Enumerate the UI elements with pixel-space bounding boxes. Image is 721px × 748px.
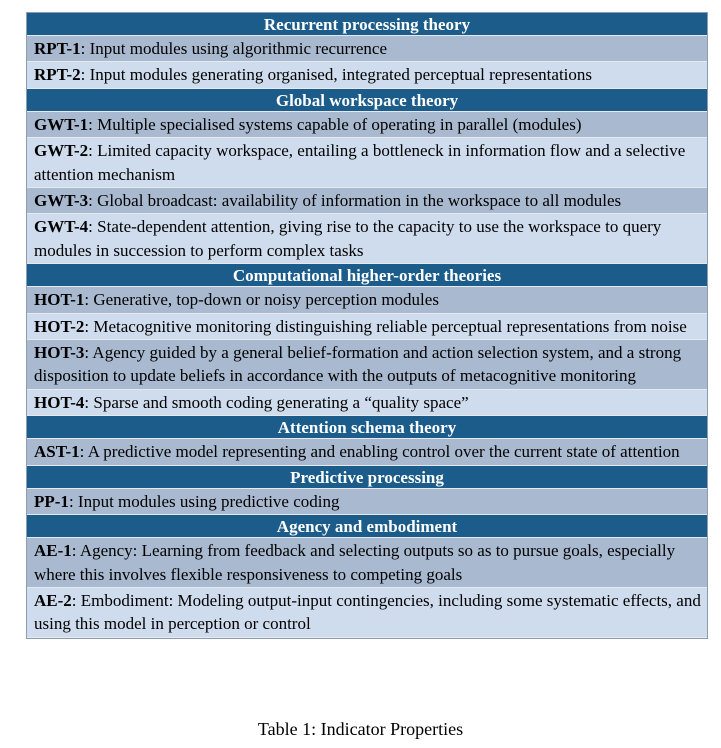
table-row-ast-1 [27,439,707,465]
indicator-code: HOT-1 [34,290,85,310]
section-header-ae: Agency and embodiment [27,515,707,538]
indicator-text: : Sparse and smooth coding generating a “quality space” [84,392,469,412]
table-row-gwt-3 [27,188,707,214]
indicator-code: RPT-1 [34,39,81,58]
indicator-text: : Metacognitive monitoring distinguishing reliable perceptual representations from noise [84,316,687,336]
indicator-text: : Input modules using predictive coding [68,491,340,511]
table-caption: Table 1: Indicator Properties [257,719,464,739]
section-header-pp: Predictive processing [27,466,707,489]
indicator-code: GWT-3 [34,191,89,211]
table-row-hot-4 [27,390,707,416]
section-header-ast: Attention schema theory [27,416,707,439]
indicator-text: : Agency guided by a general belief-formation and action selection system, and a strong disposition to update beliefs in accordance with the outputs of metacognitive monitoring [34,343,682,386]
section-header-hot: Computational higher-order theories [27,264,707,287]
table-row-ae-1 [27,538,707,588]
indicator-code: AE-2 [34,590,72,610]
table-row-gwt-4 [27,214,707,264]
indicator-code: HOT-2 [34,316,85,336]
table-row-gwt-1 [27,112,707,138]
indicator-text: : Agency: Learning from feedback and selecting outputs so as to pursue goals, especially where this involves flexible responsiveness to competing goals [34,541,676,584]
indicator-code: AST-1 [34,442,80,462]
indicator-code: PP-1 [34,491,69,511]
table-row-pp-1 [27,489,707,515]
indicator-text: : A predictive model representing and enabling control over the current state of attention [79,442,680,462]
table-row-gwt-2 [27,138,707,188]
table-row-hot-3 [27,340,707,390]
indicator-text: : Input modules generating organised, integrated perceptual representations [80,65,593,85]
indicator-code: GWT-2 [34,141,89,161]
indicator-code: RPT-2 [34,65,81,85]
section-header-gwt: Global workspace theory [27,89,707,112]
indicator-code: HOT-4 [34,392,85,412]
indicator-code: AE-1 [34,541,72,561]
section-header-rpt: Recurrent processing theory [27,13,707,36]
indicator-code: HOT-3 [34,343,85,363]
indicator-text: : Input modules using algorithmic recurrence [80,39,387,58]
indicator-text: : Limited capacity workspace, entailing a bottleneck in information flow and a selective attention mechanism [34,141,686,184]
indicator-properties-table [26,12,708,639]
table-row-hot-1 [27,287,707,313]
table-row-rpt-2 [27,62,707,88]
indicator-code: GWT-4 [34,217,89,237]
indicator-text: : Generative, top-down or noisy perception modules [84,290,439,310]
indicator-code: GWT-1 [34,114,89,134]
indicator-text: : Global broadcast: availability of information in the workspace to all modules [88,191,622,211]
indicator-text: : State-dependent attention, giving rise to the capacity to use the workspace to query modules in succession to perform complex tasks [34,217,662,260]
table-row-rpt-1 [27,36,707,62]
indicator-text: : Embodiment: Modeling output-input contingencies, including some systematic effects, and using this model in perception or control [34,590,701,634]
indicator-text: : Multiple specialised systems capable of operating in parallel (modules) [88,114,582,134]
table-row-hot-2 [27,314,707,340]
table-row-ae-2 [27,588,707,638]
